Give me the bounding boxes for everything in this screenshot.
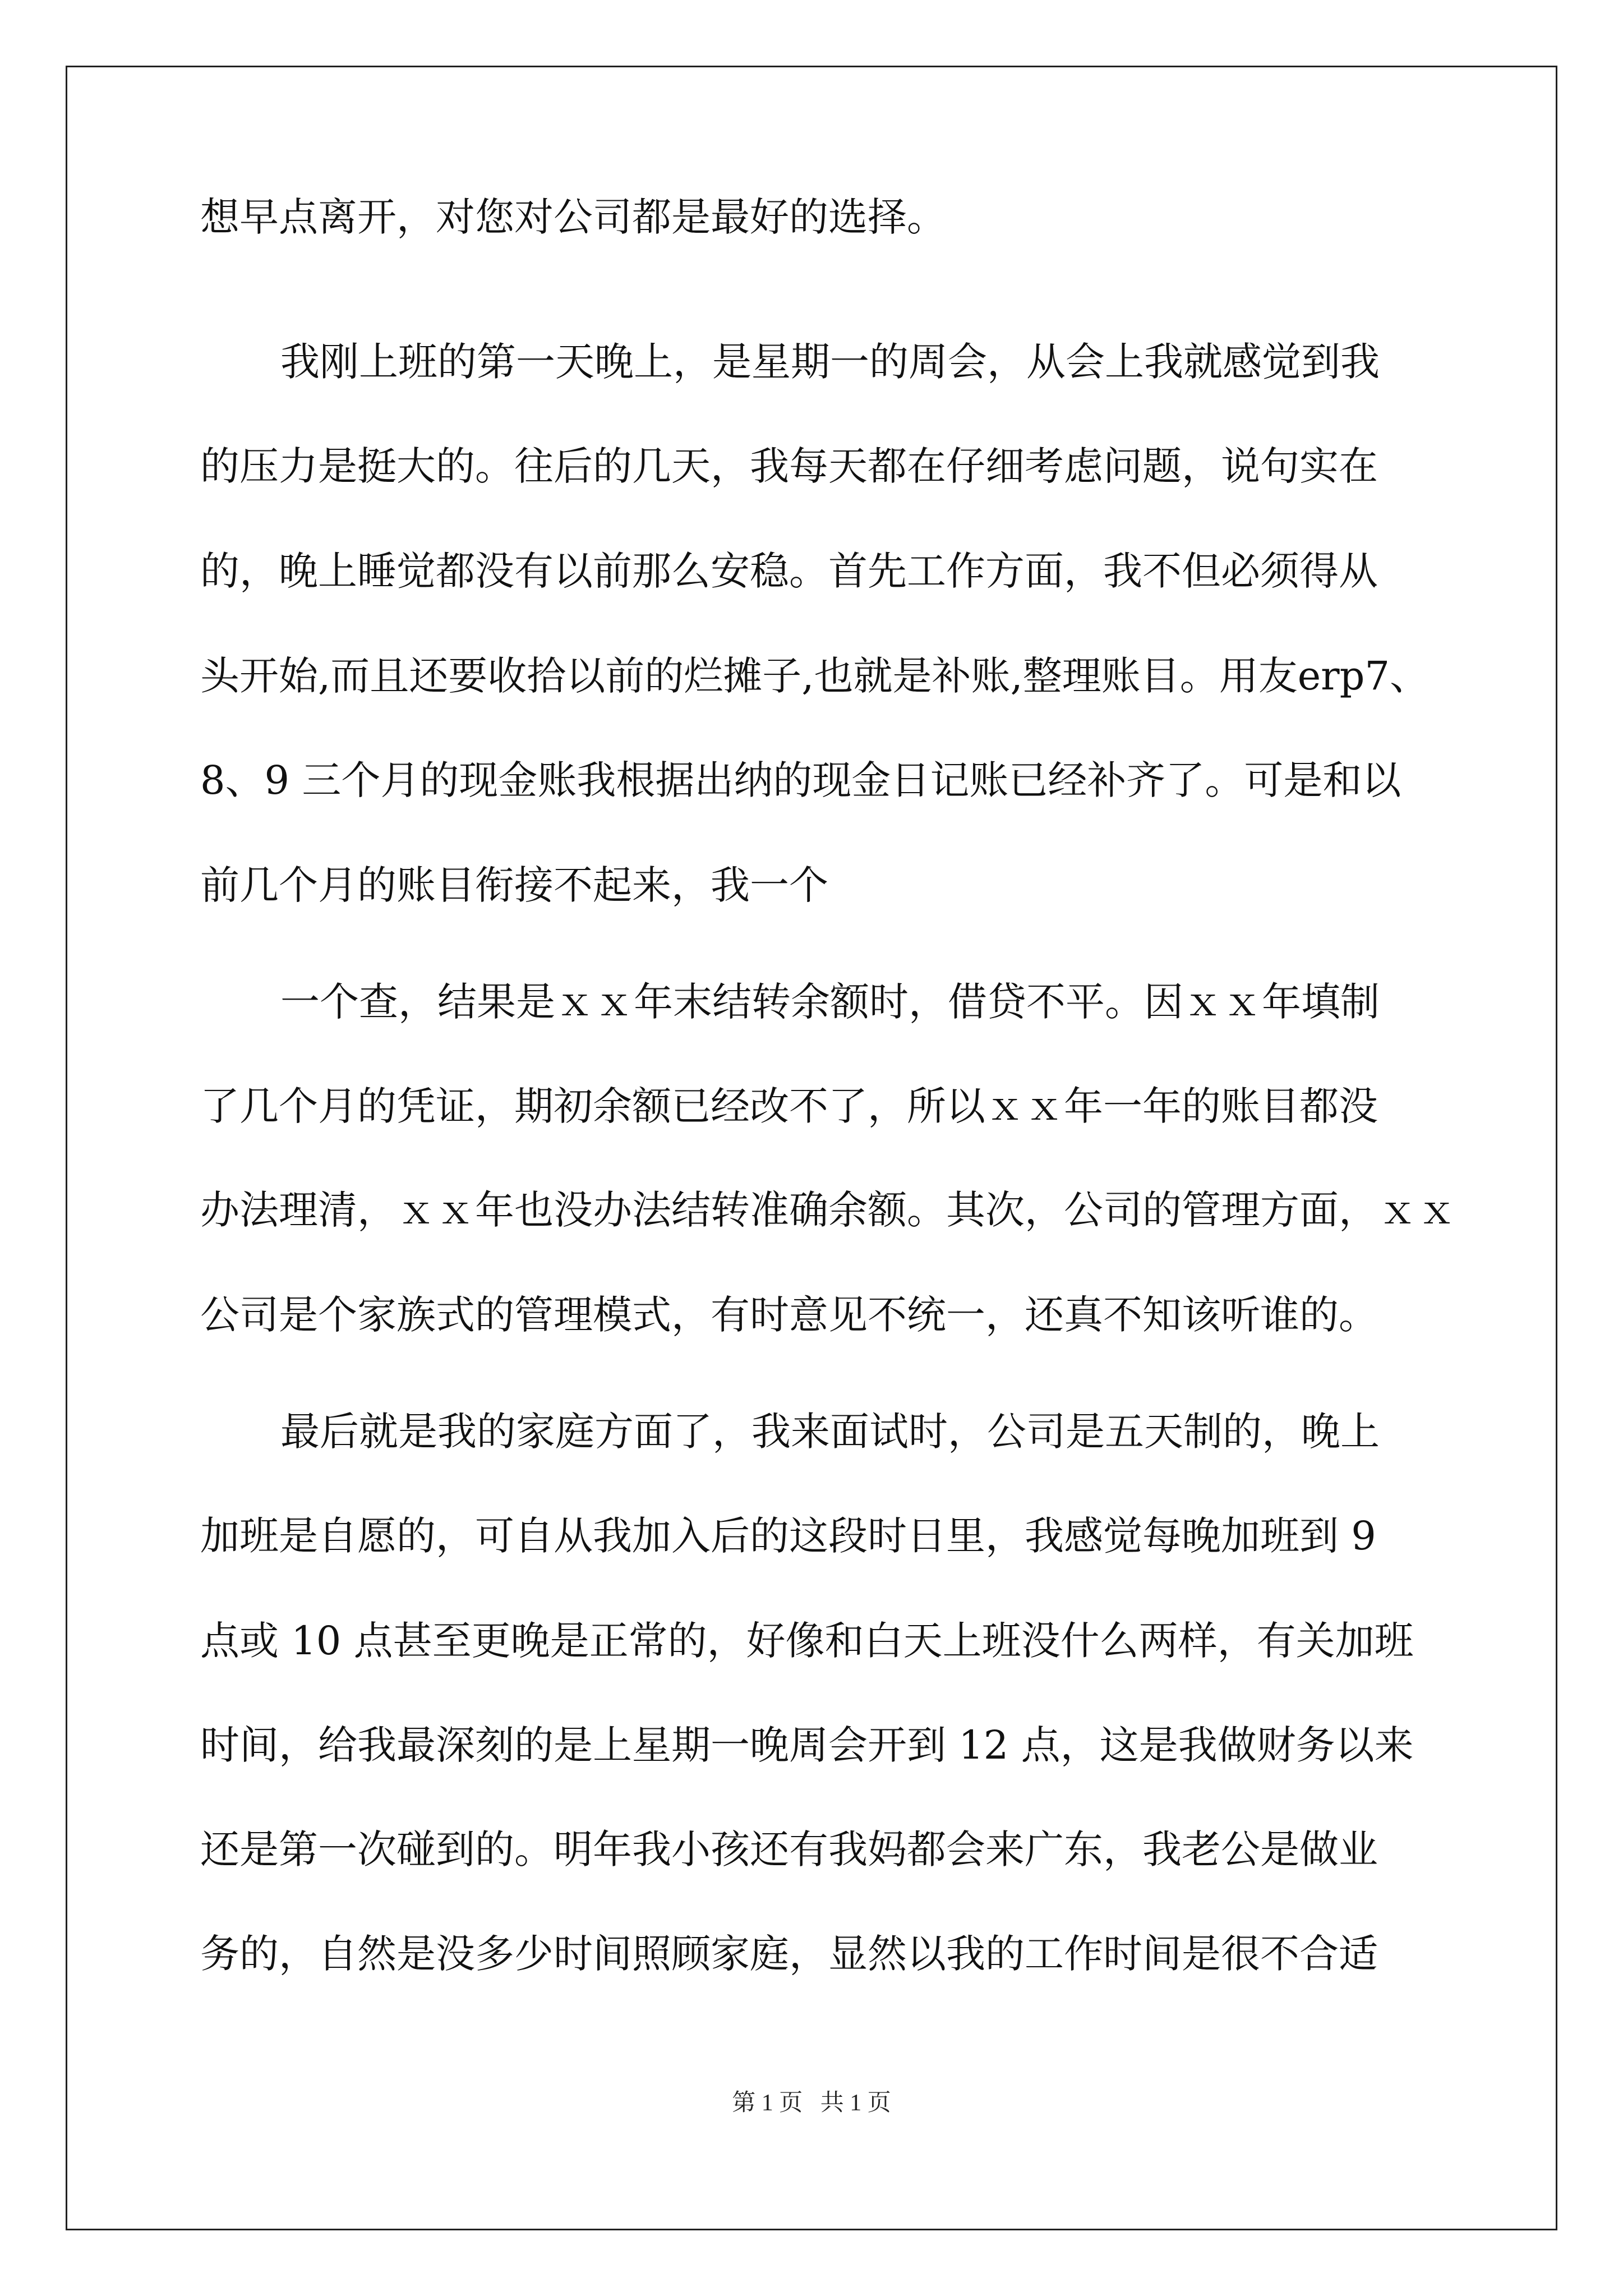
page-number: 第 1 页 共 1 页	[732, 2090, 891, 2116]
text-line: 加班是自愿的，可自从我加入后的这段时日里，我感觉每晚加班到 9	[200, 1513, 1376, 1559]
text-line: 点或 10 点甚至更晚是正常的，好像和白天上班没什么两样，有关加班	[200, 1618, 1414, 1664]
text-line: 时间，给我最深刻的是上星期一晚周会开到 12 点，这是我做财务以来	[200, 1722, 1414, 1768]
text-line: 想早点离开，对您对公司都是最好的选择。	[200, 194, 946, 240]
text-line: 前几个月的账目衔接不起来，我一个	[200, 862, 828, 908]
text-line: 一个查，结果是ｘｘ年末结转余额时，借贷不平。因ｘｘ年填制	[280, 979, 1380, 1025]
page-border	[66, 66, 1557, 2230]
text-line: 头开始,而且还要收拾以前的烂摊子,也就是补账,整理账目。用友erp7、	[200, 653, 1429, 699]
text-line: 办法理清，ｘｘ年也没办法结转准确余额。其次，公司的管理方面，ｘｘ	[200, 1187, 1456, 1233]
text-line: 务的，自然是没多少时间照顾家庭，显然以我的工作时间是很不合适	[200, 1931, 1378, 1977]
text-line: 8、9 三个月的现金账我根据出纳的现金日记账已经补齐了。可是和以	[200, 757, 1401, 803]
text-line: 了几个月的凭证，期初余额已经改不了，所以ｘｘ年一年的账目都没	[200, 1083, 1378, 1129]
text-line: 的压力是挺大的。往后的几天，我每天都在仔细考虑问题，说句实在	[200, 443, 1378, 489]
text-line: 还是第一次碰到的。明年我小孩还有我妈都会来广东，我老公是做业	[200, 1826, 1378, 1872]
text-line: 最后就是我的家庭方面了，我来面试时，公司是五天制的，晚上	[280, 1409, 1380, 1455]
text-line: 公司是个家族式的管理模式，有时意见不统一，还真不知该听谁的。	[200, 1292, 1378, 1338]
text-line: 我刚上班的第一天晚上，是星期一的周会，从会上我就感觉到我	[280, 339, 1380, 385]
text-line: 的，晚上睡觉都没有以前那么安稳。首先工作方面，我不但必须得从	[200, 548, 1378, 594]
